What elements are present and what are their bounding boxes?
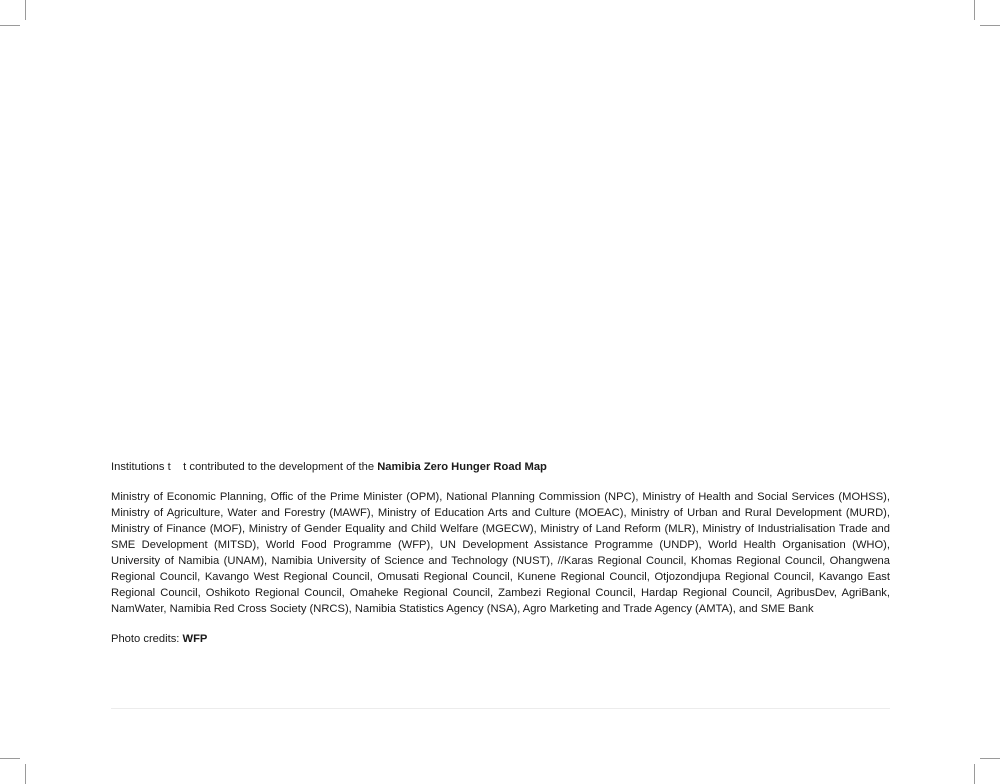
photo-credits [111, 631, 890, 647]
intro-prefix: Institutions t t contributed to the development of the [111, 461, 378, 473]
institutions-list: Ministry of Economic Planning, Offic of the Prime Minister (OPM), National Planning Commission (NPC), Ministry of Health and Social Services (MOHSS), Ministry of Agriculture, Water and Forestry (MAWF), Ministry of Education Arts and Culture (MOEAC), Ministry of Urban and Rural Development (MURD), Ministry of Finance (MOF), Ministry of Gender Equality and Child Welfare (MGECW), Ministry of Land Reform (MLR), Ministry of Industrialisation Trade and SME Development (MITSD), World Food Programme (WFP), UN Development Assistance Programme (UNDP), World Health Organisation (WHO), University of Namibia (UNAM), Namibia University of Science and Technology (NUST), //Karas Regional Council, Khomas Regional Council, Ohangwena Regional Council, Kavango West Regional Council, Omusati Regional Council, Kunene Regional Council, Otjozondjupa Regional Council, Kavango East Regional Council, Oshikoto Regional Council, Omaheke Regional Council, Zambezi Regional Council, Hardap Regional Council, AgribusDev, AgriBank, NamWater, Namibia Red Cross Society (NRCS), Namibia Statistics Agency (NSA), Agro Marketing and Trade Agency (AMTA), and SME Bank [111, 491, 890, 615]
crop-mark-top-left-horizontal [0, 25, 20, 26]
intro-line [111, 459, 890, 475]
crop-mark-bottom-left-horizontal [0, 758, 20, 759]
crop-mark-bottom-right-vertical [974, 764, 975, 784]
photo-credits-label: Photo credits: [111, 633, 183, 645]
contributors-section [111, 459, 890, 647]
crop-mark-top-left-vertical [25, 0, 26, 20]
photo-credits-value: WFP [182, 633, 208, 645]
footer-divider [111, 708, 890, 709]
crop-mark-top-right-horizontal [980, 25, 1000, 26]
crop-mark-bottom-right-horizontal [980, 758, 1000, 759]
crop-mark-top-right-vertical [974, 0, 975, 20]
roadmap-title: Namibia Zero Hunger Road Map [377, 461, 547, 473]
crop-mark-bottom-left-vertical [25, 764, 26, 784]
